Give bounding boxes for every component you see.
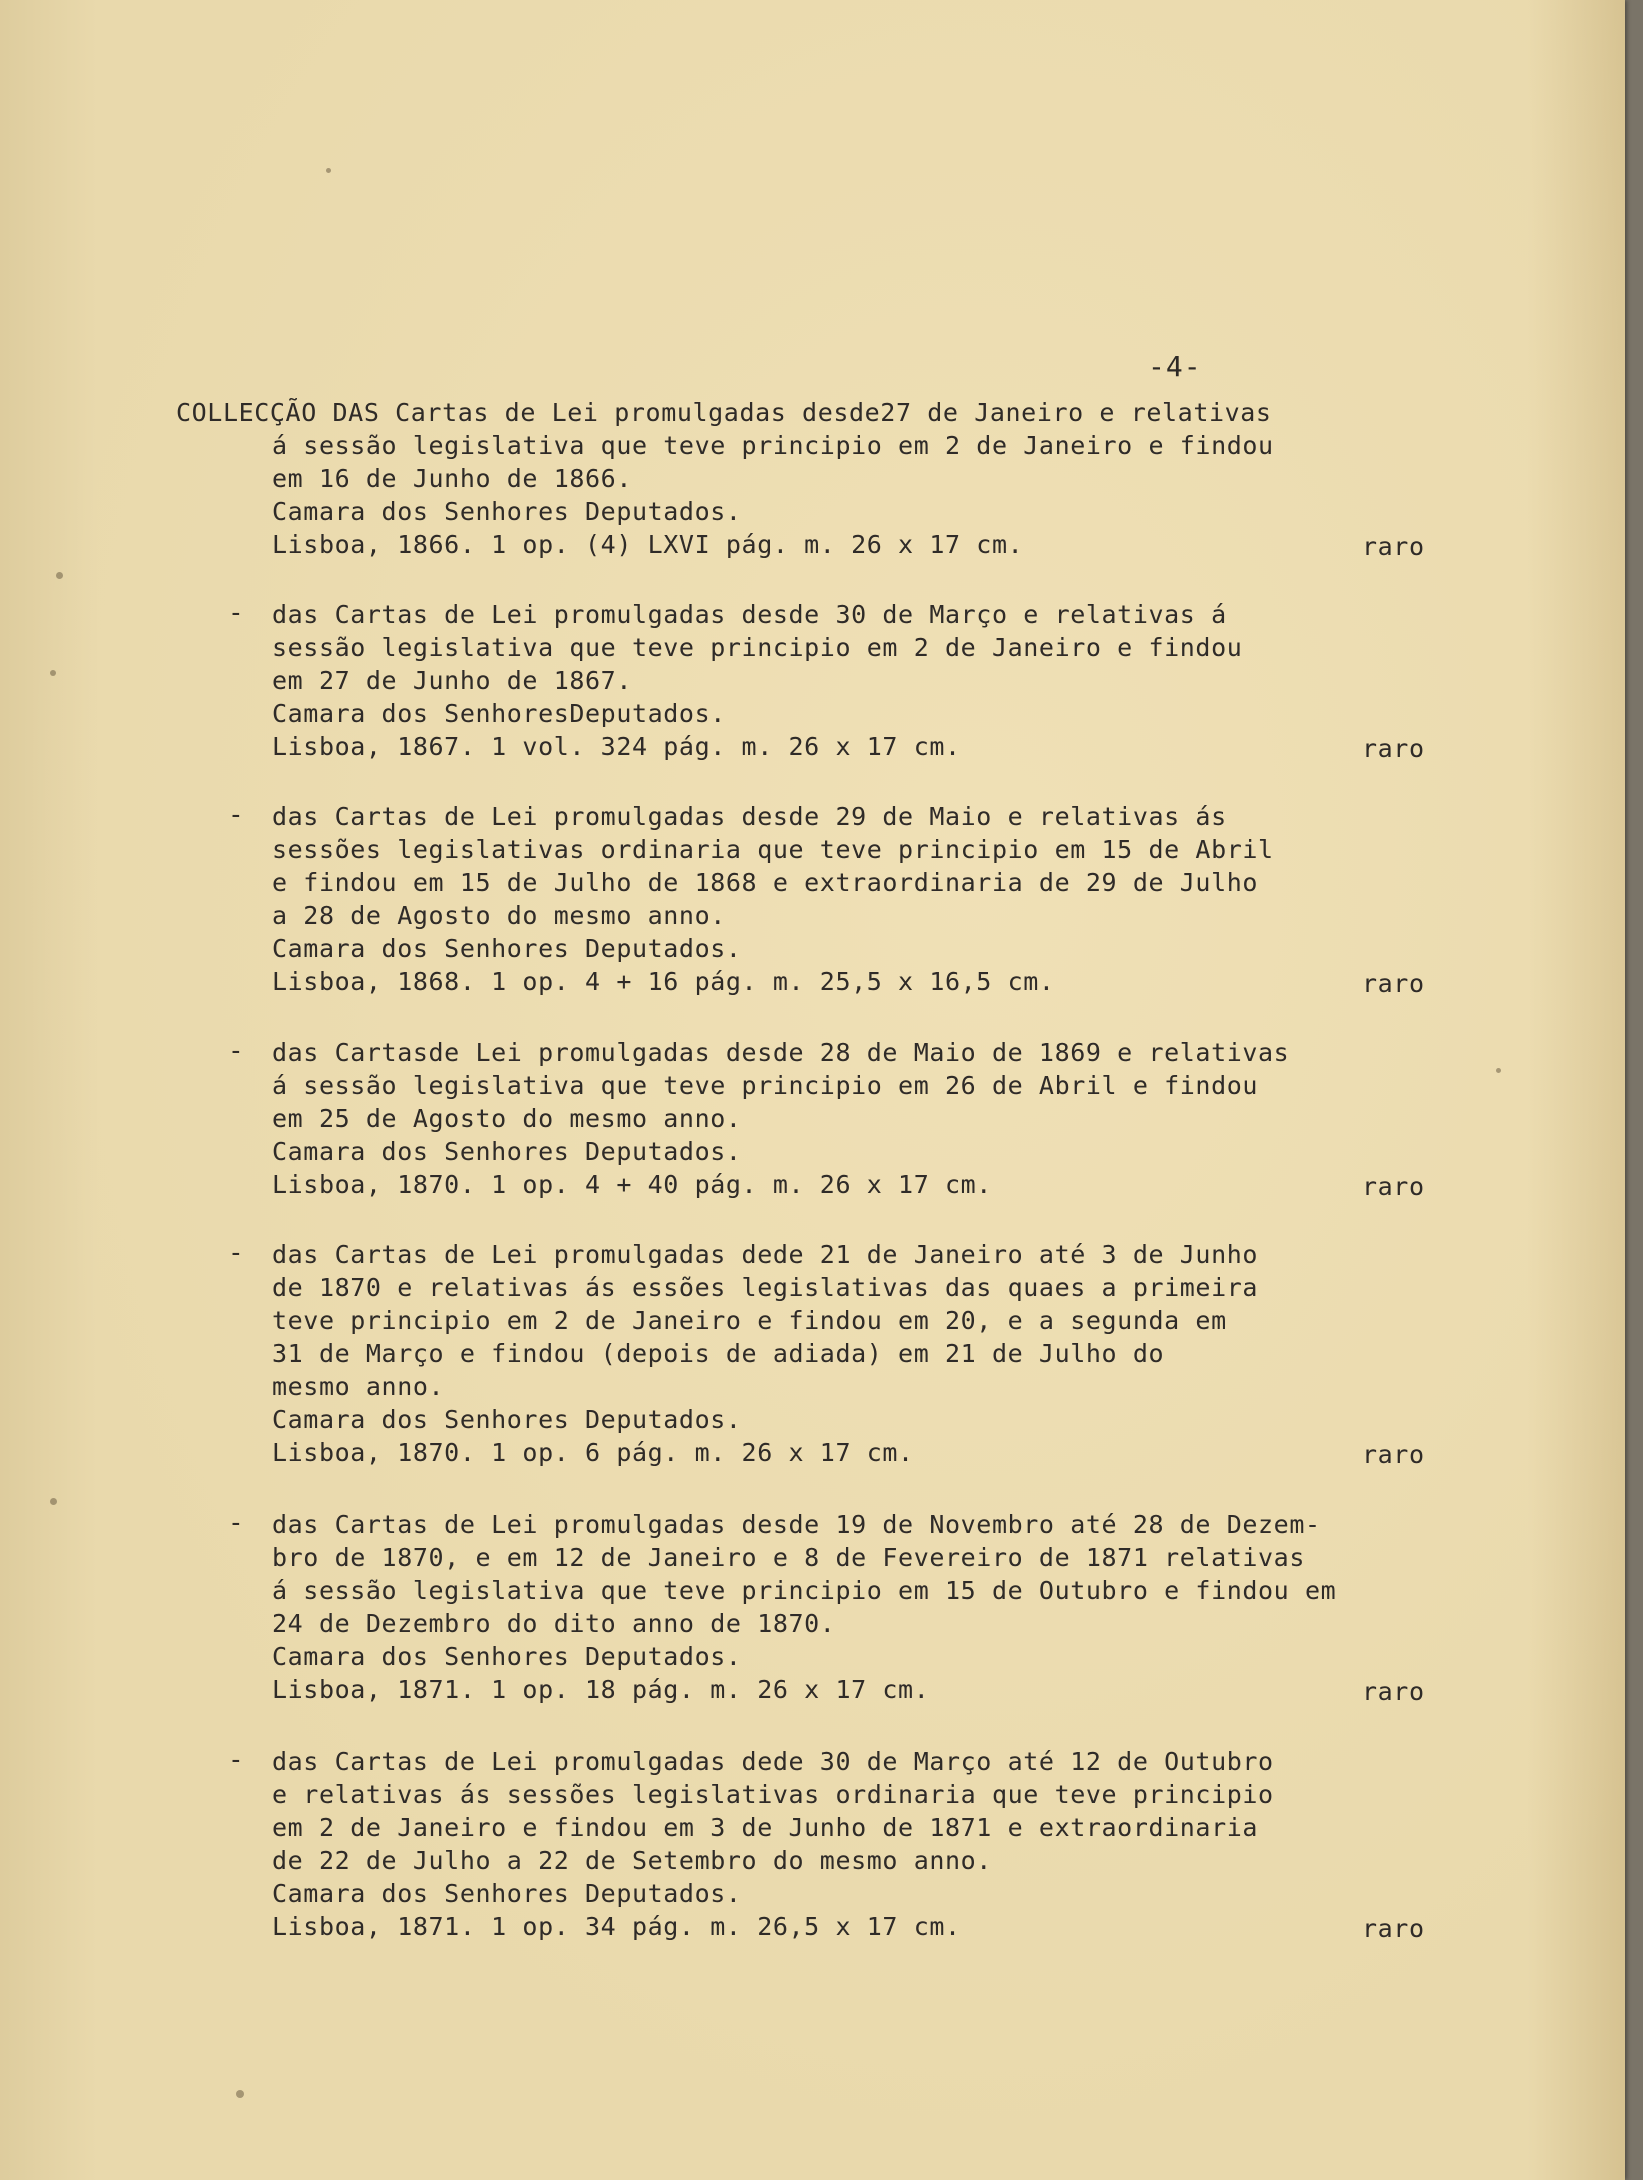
entry-line: das Cartas de Lei promulgadas desde 30 de Março e relativas á	[272, 600, 1227, 629]
entry-line: Lisboa, 1868. 1 op. 4 + 16 pág. m. 25,5 x 16,5 cm.	[272, 967, 1055, 996]
rarity-label: raro	[1362, 1172, 1425, 1201]
rarity-label: raro	[1362, 532, 1425, 561]
entry-line: 31 de Março e findou (depois de adiada) em 21 de Julho do	[272, 1339, 1165, 1368]
entry-line: Lisboa, 1870. 1 op. 6 pág. m. 26 x 17 cm.	[272, 1438, 914, 1467]
entry-line: á sessão legislativa que teve principio em 2 de Janeiro e findou	[272, 431, 1274, 460]
entry-line: Camara dos Senhores Deputados.	[272, 1879, 742, 1908]
entry-line: Lisboa, 1867. 1 vol. 324 pág. m. 26 x 17 cm.	[272, 732, 961, 761]
entry-line: das Cartas de Lei promulgadas dede 30 de Março até 12 de Outubro	[272, 1747, 1274, 1776]
entry-line: Camara dos Senhores Deputados.	[272, 1137, 742, 1166]
entry-dash: -	[228, 1745, 244, 1775]
entry-line: á sessão legislativa que teve principio em 15 de Outubro e findou em	[272, 1576, 1337, 1605]
rarity-label: raro	[1362, 969, 1425, 998]
entry-line: Lisboa, 1870. 1 op. 4 + 40 pág. m. 26 x 17 cm.	[272, 1170, 992, 1199]
entry-line: Camara dos Senhores Deputados.	[272, 934, 742, 963]
paper-speck	[50, 670, 56, 676]
paper-speck	[326, 168, 331, 173]
entry-line: Camara dos SenhoresDeputados.	[272, 699, 726, 728]
entry-line: e findou em 15 de Julho de 1868 e extraordinaria de 29 de Julho	[272, 868, 1259, 897]
entry-line: Lisboa, 1871. 1 op. 34 pág. m. 26,5 x 17 cm.	[272, 1912, 961, 1941]
entry-line: em 2 de Janeiro e findou em 3 de Junho de 1871 e extraordinaria	[272, 1813, 1259, 1842]
rarity-label: raro	[1362, 1440, 1425, 1469]
entry-line: á sessão legislativa que teve principio em 26 de Abril e findou	[272, 1071, 1259, 1100]
entry-line: 24 de Dezembro do dito anno de 1870.	[272, 1609, 836, 1638]
entry-line: a 28 de Agosto do mesmo anno.	[272, 901, 726, 930]
paper-speck	[56, 572, 63, 579]
entry-line: Lisboa, 1866. 1 op. (4) LXVI pág. m. 26 x 17 cm.	[272, 530, 1024, 559]
entry-line: bro de 1870, e em 12 de Janeiro e 8 de Fevereiro de 1871 relativas	[272, 1543, 1305, 1572]
entry-line: Camara dos Senhores Deputados.	[272, 1405, 742, 1434]
entry-line: das Cartas de Lei promulgadas desde 29 de Maio e relativas ás	[272, 802, 1227, 831]
entry-line: em 16 de Junho de 1866.	[272, 464, 632, 493]
entry-line: COLLECÇÃO DAS Cartas de Lei promulgadas desde27 de Janeiro e relativas	[176, 398, 1272, 427]
entry-line: Camara dos Senhores Deputados.	[272, 1642, 742, 1671]
entry-line: das Cartas de Lei promulgadas dede 21 de Janeiro até 3 de Junho	[272, 1240, 1259, 1269]
entry-line: de 1870 e relativas ás essões legislativas das quaes a primeira	[272, 1273, 1259, 1302]
entry-line: sessão legislativa que teve principio em 2 de Janeiro e findou	[272, 633, 1243, 662]
entry-line: em 25 de Agosto do mesmo anno.	[272, 1104, 742, 1133]
entry-dash: -	[228, 800, 244, 830]
entry-line: das Cartasde Lei promulgadas desde 28 de Maio de 1869 e relativas	[272, 1038, 1290, 1067]
entry-line: de 22 de Julho a 22 de Setembro do mesmo anno.	[272, 1846, 992, 1875]
entry-line: das Cartas de Lei promulgadas desde 19 de Novembro até 28 de Dezem-	[272, 1510, 1321, 1539]
entry-line: sessões legislativas ordinaria que teve principio em 15 de Abril	[272, 835, 1274, 864]
page-number: -4-	[1148, 350, 1202, 383]
entry-line: Camara dos Senhores Deputados.	[272, 497, 742, 526]
entry-dash: -	[228, 1036, 244, 1066]
entry-line: Lisboa, 1871. 1 op. 18 pág. m. 26 x 17 cm.	[272, 1675, 930, 1704]
entry-dash: -	[228, 1238, 244, 1268]
entry-line: teve principio em 2 de Janeiro e findou em 20, e a segunda em	[272, 1306, 1227, 1335]
paper-speck	[1496, 1068, 1501, 1073]
entry-line: em 27 de Junho de 1867.	[272, 666, 632, 695]
paper-speck	[50, 1498, 57, 1505]
entry-dash: -	[228, 1508, 244, 1538]
entry-line: e relativas ás sessões legislativas ordinaria que teve principio	[272, 1780, 1274, 1809]
entry-dash: -	[228, 598, 244, 628]
entry-line: mesmo anno.	[272, 1372, 445, 1401]
rarity-label: raro	[1362, 1914, 1425, 1943]
paper-speck	[236, 2090, 244, 2098]
rarity-label: raro	[1362, 734, 1425, 763]
rarity-label: raro	[1362, 1677, 1425, 1706]
